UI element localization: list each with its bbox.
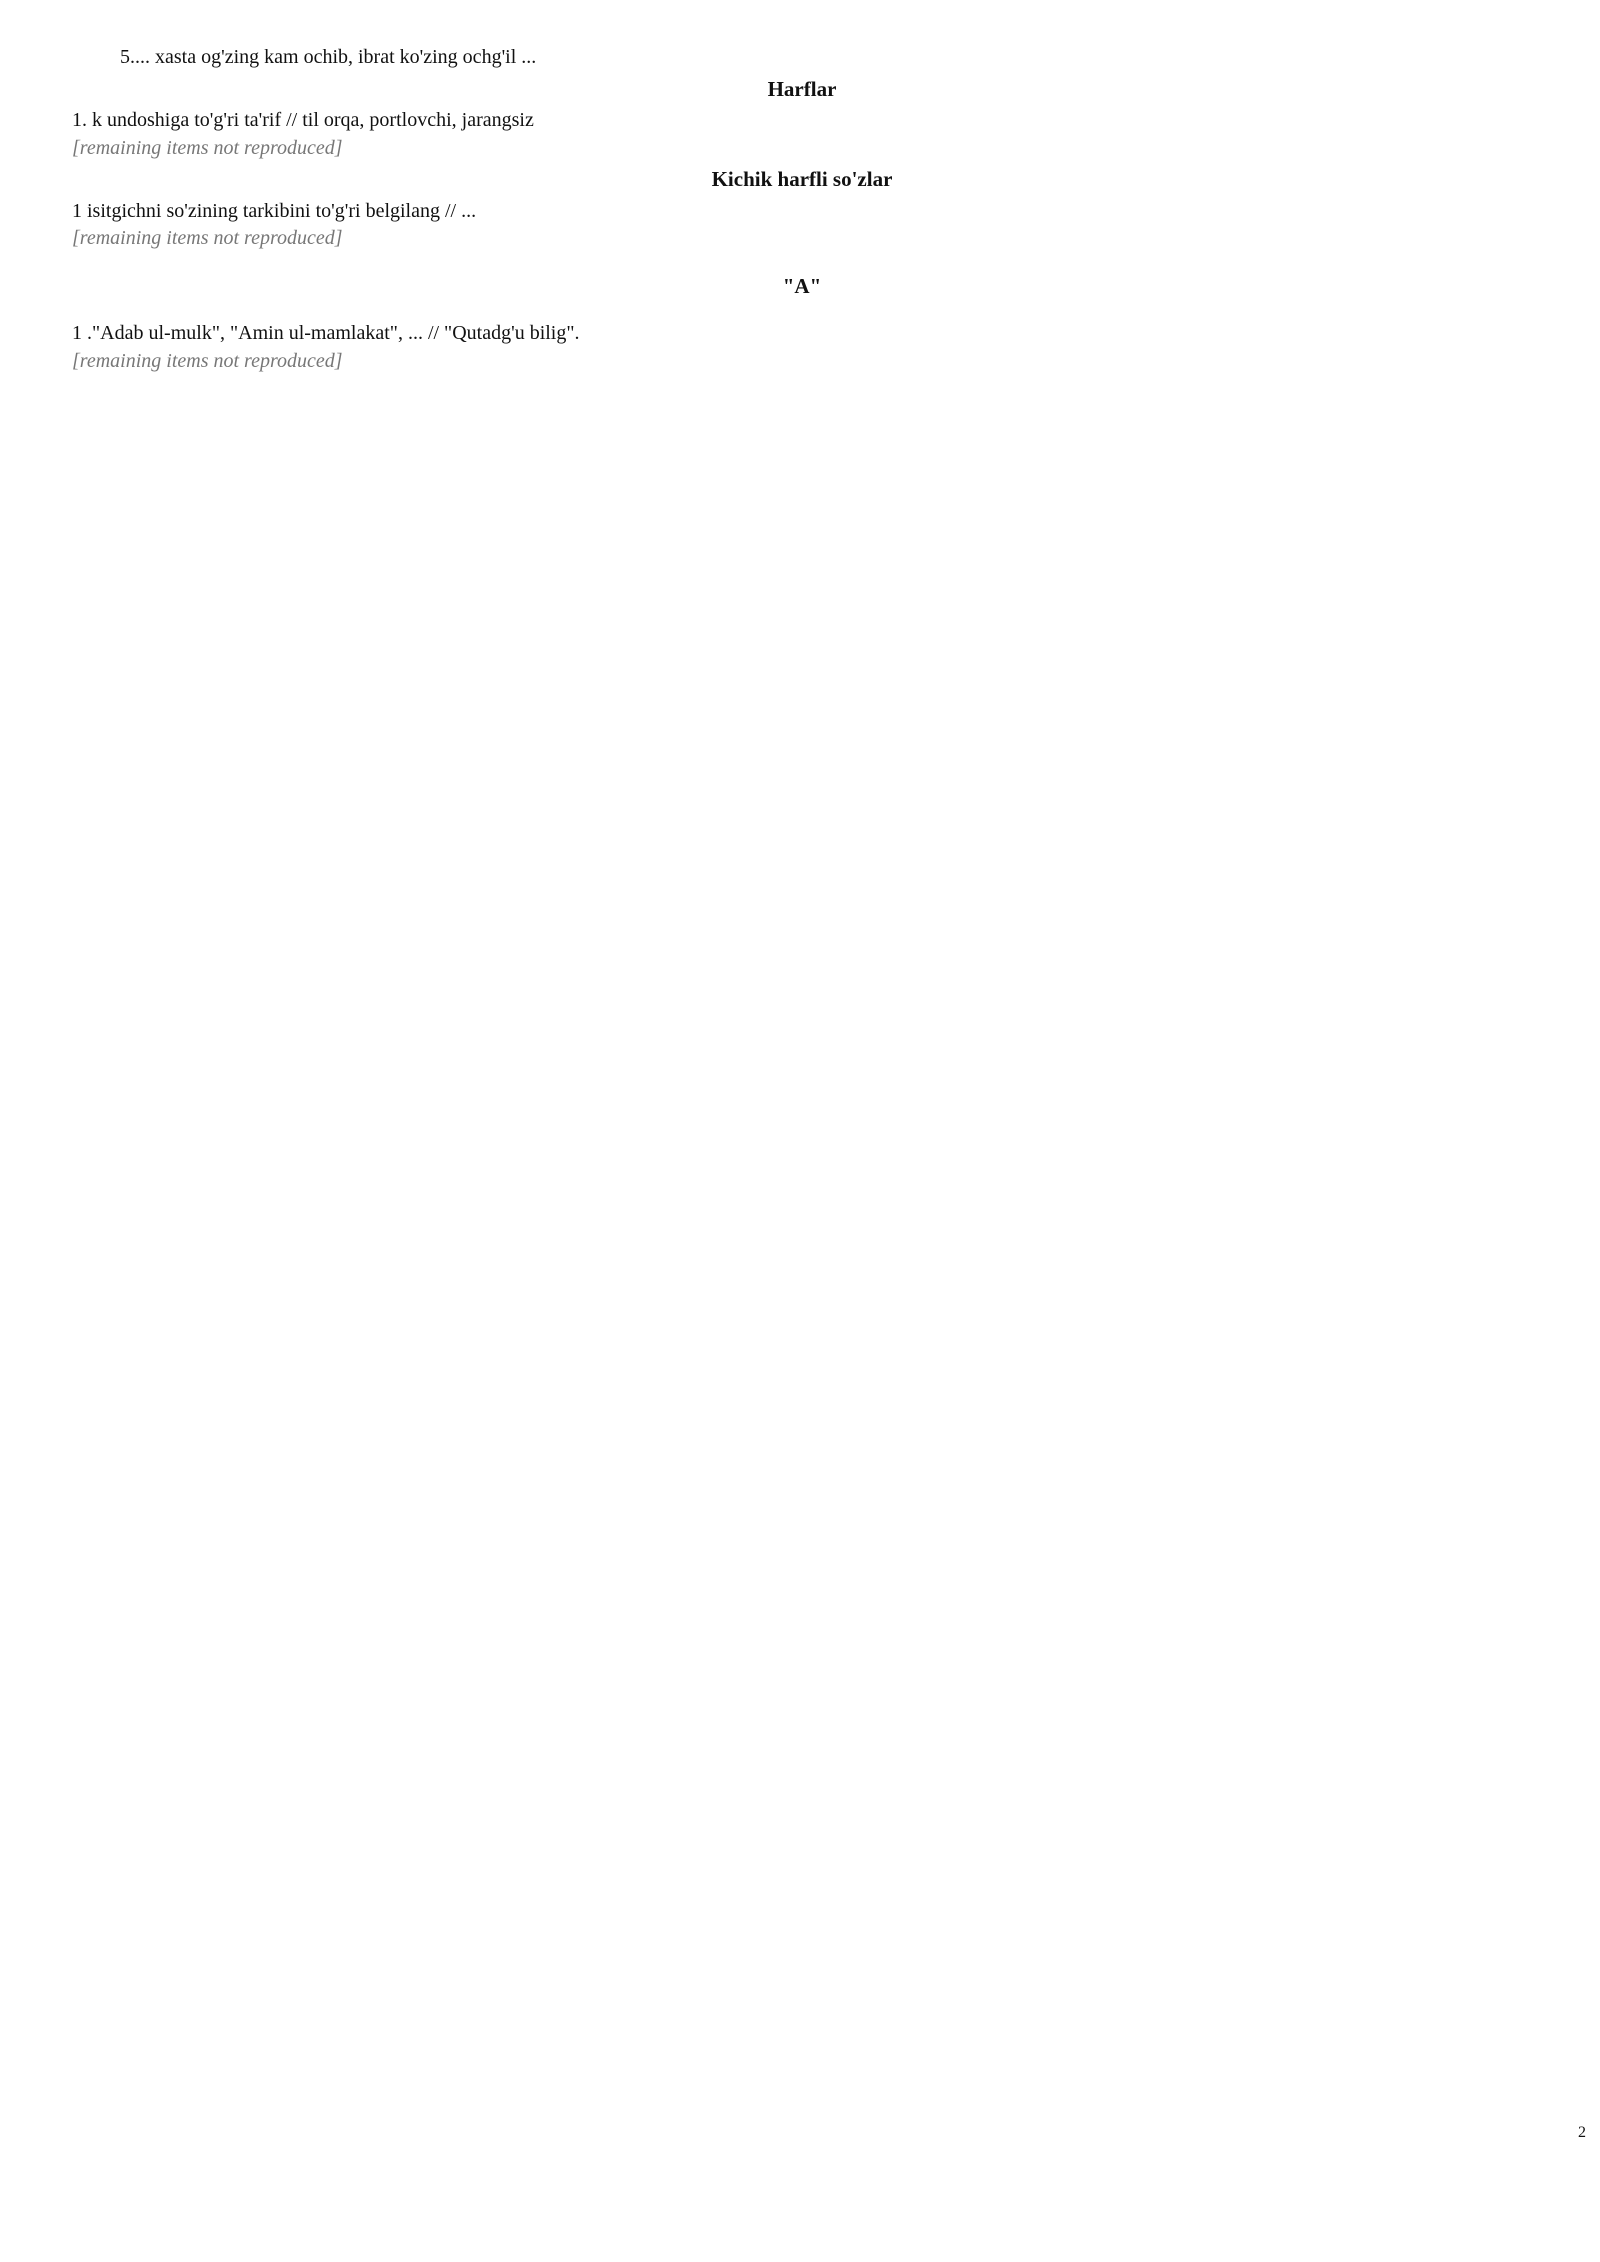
kichik-excerpt: 1 isitgichni so'zining tarkibini to'g'ri belgilang // ...	[72, 199, 477, 222]
placeholder-kichik: [remaining items not reproduced]	[72, 227, 343, 249]
spacer	[72, 253, 1532, 269]
a-excerpt: 1 ."Adab ul-mulk", "Amin ul-mamlakat", ... // "Qutadg'u bilig".	[72, 322, 580, 344]
intro-excerpt: 5.... xasta og'zing kam ochib, ibrat ko'zing ochg'il ...	[120, 46, 537, 68]
section-heading-a: "A"	[782, 273, 822, 298]
placeholder-harflar: [remaining items not reproduced]	[72, 136, 343, 159]
section-heading-kichik-harfli: Kichik harfli so'zlar	[711, 167, 893, 191]
spacer	[72, 304, 1532, 320]
section-heading-harflar: Harflar	[767, 76, 837, 101]
placeholder-a: [remaining items not reproduced]	[72, 349, 343, 372]
page-number: 2	[1578, 2124, 1586, 2141]
document-page	[72, 44, 1532, 375]
harflar-excerpt: 1. k undoshiga to'g'ri ta'rif // til orqa, portlovchi, jarangsiz	[72, 109, 534, 131]
